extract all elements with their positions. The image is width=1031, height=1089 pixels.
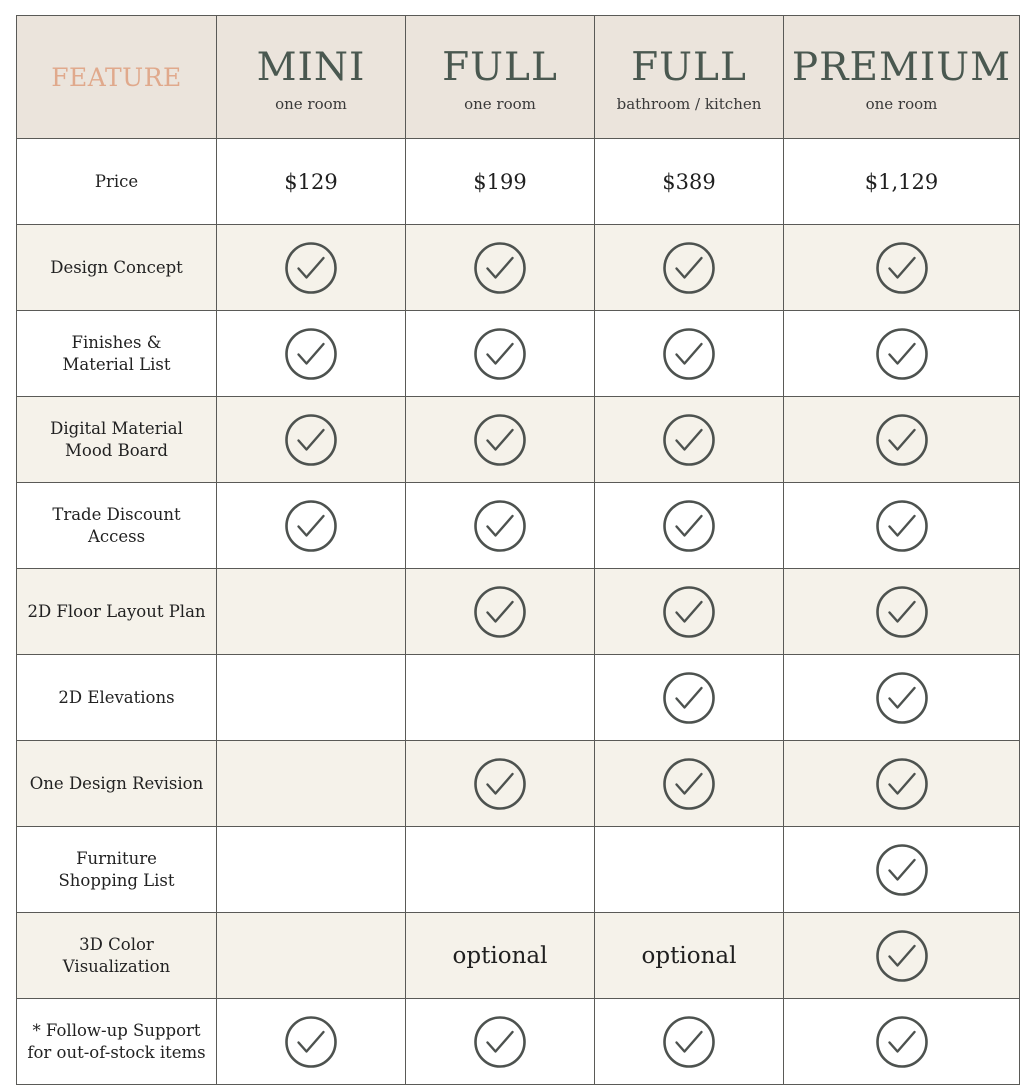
feature-cell	[17, 569, 217, 655]
pricing-comparison-table	[16, 15, 1020, 1085]
plan-cell	[217, 827, 406, 913]
feature-label: 3D Color Visualization	[62, 934, 171, 976]
table-row	[17, 225, 1020, 311]
check-circle-icon	[662, 671, 716, 725]
feature-cell	[17, 397, 217, 483]
optional-label: optional	[641, 942, 737, 969]
check-circle-icon	[875, 327, 929, 381]
plan-cell	[784, 311, 1020, 397]
plan-header-full-bathroom-kitchen	[595, 16, 784, 139]
check-circle-icon	[662, 241, 716, 295]
plan-scope: bathroom / kitchen	[616, 95, 762, 113]
plan-cell	[595, 483, 784, 569]
plan-cell	[406, 397, 595, 483]
feature-cell	[17, 741, 217, 827]
table-row	[17, 311, 1020, 397]
plan-cell	[784, 139, 1020, 225]
plan-cell	[595, 999, 784, 1085]
plan-cell	[217, 139, 406, 225]
table-row	[17, 827, 1020, 913]
plan-cell	[595, 311, 784, 397]
check-circle-icon	[662, 327, 716, 381]
plan-scope: one room	[275, 95, 347, 113]
check-circle-icon	[473, 413, 527, 467]
check-circle-icon	[473, 757, 527, 811]
feature-label: Digital Material Mood Board	[50, 418, 183, 460]
feature-cell	[17, 999, 217, 1085]
table-row	[17, 999, 1020, 1085]
plan-cell	[595, 827, 784, 913]
check-circle-icon	[473, 1015, 527, 1069]
plan-cell	[784, 827, 1020, 913]
feature-cell	[17, 311, 217, 397]
feature-cell	[17, 225, 217, 311]
plan-cell	[217, 225, 406, 311]
plan-cell	[595, 741, 784, 827]
plan-cell	[217, 655, 406, 741]
check-circle-icon	[284, 327, 338, 381]
feature-cell	[17, 139, 217, 225]
price-value: $1,129	[864, 169, 939, 194]
plan-name: FULL	[442, 45, 558, 90]
table-row	[17, 569, 1020, 655]
price-value: $129	[284, 169, 338, 194]
plan-cell	[406, 311, 595, 397]
plan-cell	[217, 397, 406, 483]
table-row	[17, 741, 1020, 827]
plan-cell	[784, 483, 1020, 569]
plan-cell	[217, 741, 406, 827]
check-circle-icon	[875, 843, 929, 897]
plan-name: FULL	[631, 45, 747, 90]
feature-cell	[17, 827, 217, 913]
table-body	[17, 139, 1020, 1085]
table-row	[17, 913, 1020, 999]
plan-cell	[595, 225, 784, 311]
check-circle-icon	[284, 499, 338, 553]
check-circle-icon	[473, 499, 527, 553]
plan-cell	[784, 999, 1020, 1085]
plan-cell	[784, 913, 1020, 999]
feature-label: * Follow-up Support for out-of-stock items	[27, 1020, 206, 1062]
plan-header-full-one-room	[406, 16, 595, 139]
feature-header-cell	[17, 16, 217, 139]
table-row	[17, 655, 1020, 741]
plan-cell	[406, 655, 595, 741]
check-circle-icon	[662, 585, 716, 639]
check-circle-icon	[875, 585, 929, 639]
plan-cell	[406, 483, 595, 569]
plan-cell	[406, 827, 595, 913]
plan-cell	[217, 483, 406, 569]
feature-column-heading: FEATURE	[51, 62, 182, 92]
plan-scope: one room	[865, 95, 938, 113]
check-circle-icon	[875, 241, 929, 295]
plan-cell	[217, 999, 406, 1085]
plan-cell	[595, 569, 784, 655]
plan-header-mini	[217, 16, 406, 139]
plan-cell	[595, 397, 784, 483]
feature-label: Finishes & Material List	[62, 332, 171, 374]
check-circle-icon	[662, 1015, 716, 1069]
table-header-row	[17, 16, 1020, 139]
check-circle-icon	[662, 413, 716, 467]
feature-label: 2D Floor Layout Plan	[27, 601, 206, 621]
table-row	[17, 397, 1020, 483]
feature-cell	[17, 913, 217, 999]
check-circle-icon	[473, 585, 527, 639]
check-circle-icon	[662, 499, 716, 553]
check-circle-icon	[875, 499, 929, 553]
check-circle-icon	[875, 757, 929, 811]
plan-header-premium	[784, 16, 1020, 139]
feature-label: Design Concept	[50, 257, 183, 277]
plan-scope: one room	[464, 95, 536, 113]
feature-label: Furniture Shopping List	[58, 848, 175, 890]
plan-cell	[217, 569, 406, 655]
check-circle-icon	[875, 929, 929, 983]
plan-cell	[406, 569, 595, 655]
check-circle-icon	[284, 1015, 338, 1069]
price-value: $199	[473, 169, 527, 194]
plan-cell	[595, 655, 784, 741]
optional-label: optional	[452, 942, 548, 969]
plan-cell	[784, 655, 1020, 741]
plan-name: PREMIUM	[791, 45, 1012, 90]
plan-cell	[595, 913, 784, 999]
check-circle-icon	[473, 241, 527, 295]
plan-cell	[406, 139, 595, 225]
plan-cell	[406, 741, 595, 827]
plan-cell	[595, 139, 784, 225]
plan-cell	[406, 913, 595, 999]
plan-cell	[784, 397, 1020, 483]
plan-cell	[784, 569, 1020, 655]
check-circle-icon	[284, 241, 338, 295]
feature-label: Price	[94, 171, 139, 191]
check-circle-icon	[875, 413, 929, 467]
plan-cell	[217, 913, 406, 999]
price-value: $389	[662, 169, 716, 194]
check-circle-icon	[473, 327, 527, 381]
feature-label: One Design Revision	[29, 773, 204, 793]
plan-name: MINI	[256, 45, 366, 90]
check-circle-icon	[284, 413, 338, 467]
plan-cell	[217, 311, 406, 397]
feature-label: Trade Discount Access	[52, 504, 181, 546]
check-circle-icon	[875, 1015, 929, 1069]
plan-cell	[406, 225, 595, 311]
check-circle-icon	[875, 671, 929, 725]
feature-cell	[17, 655, 217, 741]
feature-label: 2D Elevations	[58, 687, 175, 707]
plan-cell	[406, 999, 595, 1085]
plan-cell	[784, 225, 1020, 311]
plan-cell	[784, 741, 1020, 827]
check-circle-icon	[662, 757, 716, 811]
feature-cell	[17, 483, 217, 569]
table-row	[17, 139, 1020, 225]
table-row	[17, 483, 1020, 569]
